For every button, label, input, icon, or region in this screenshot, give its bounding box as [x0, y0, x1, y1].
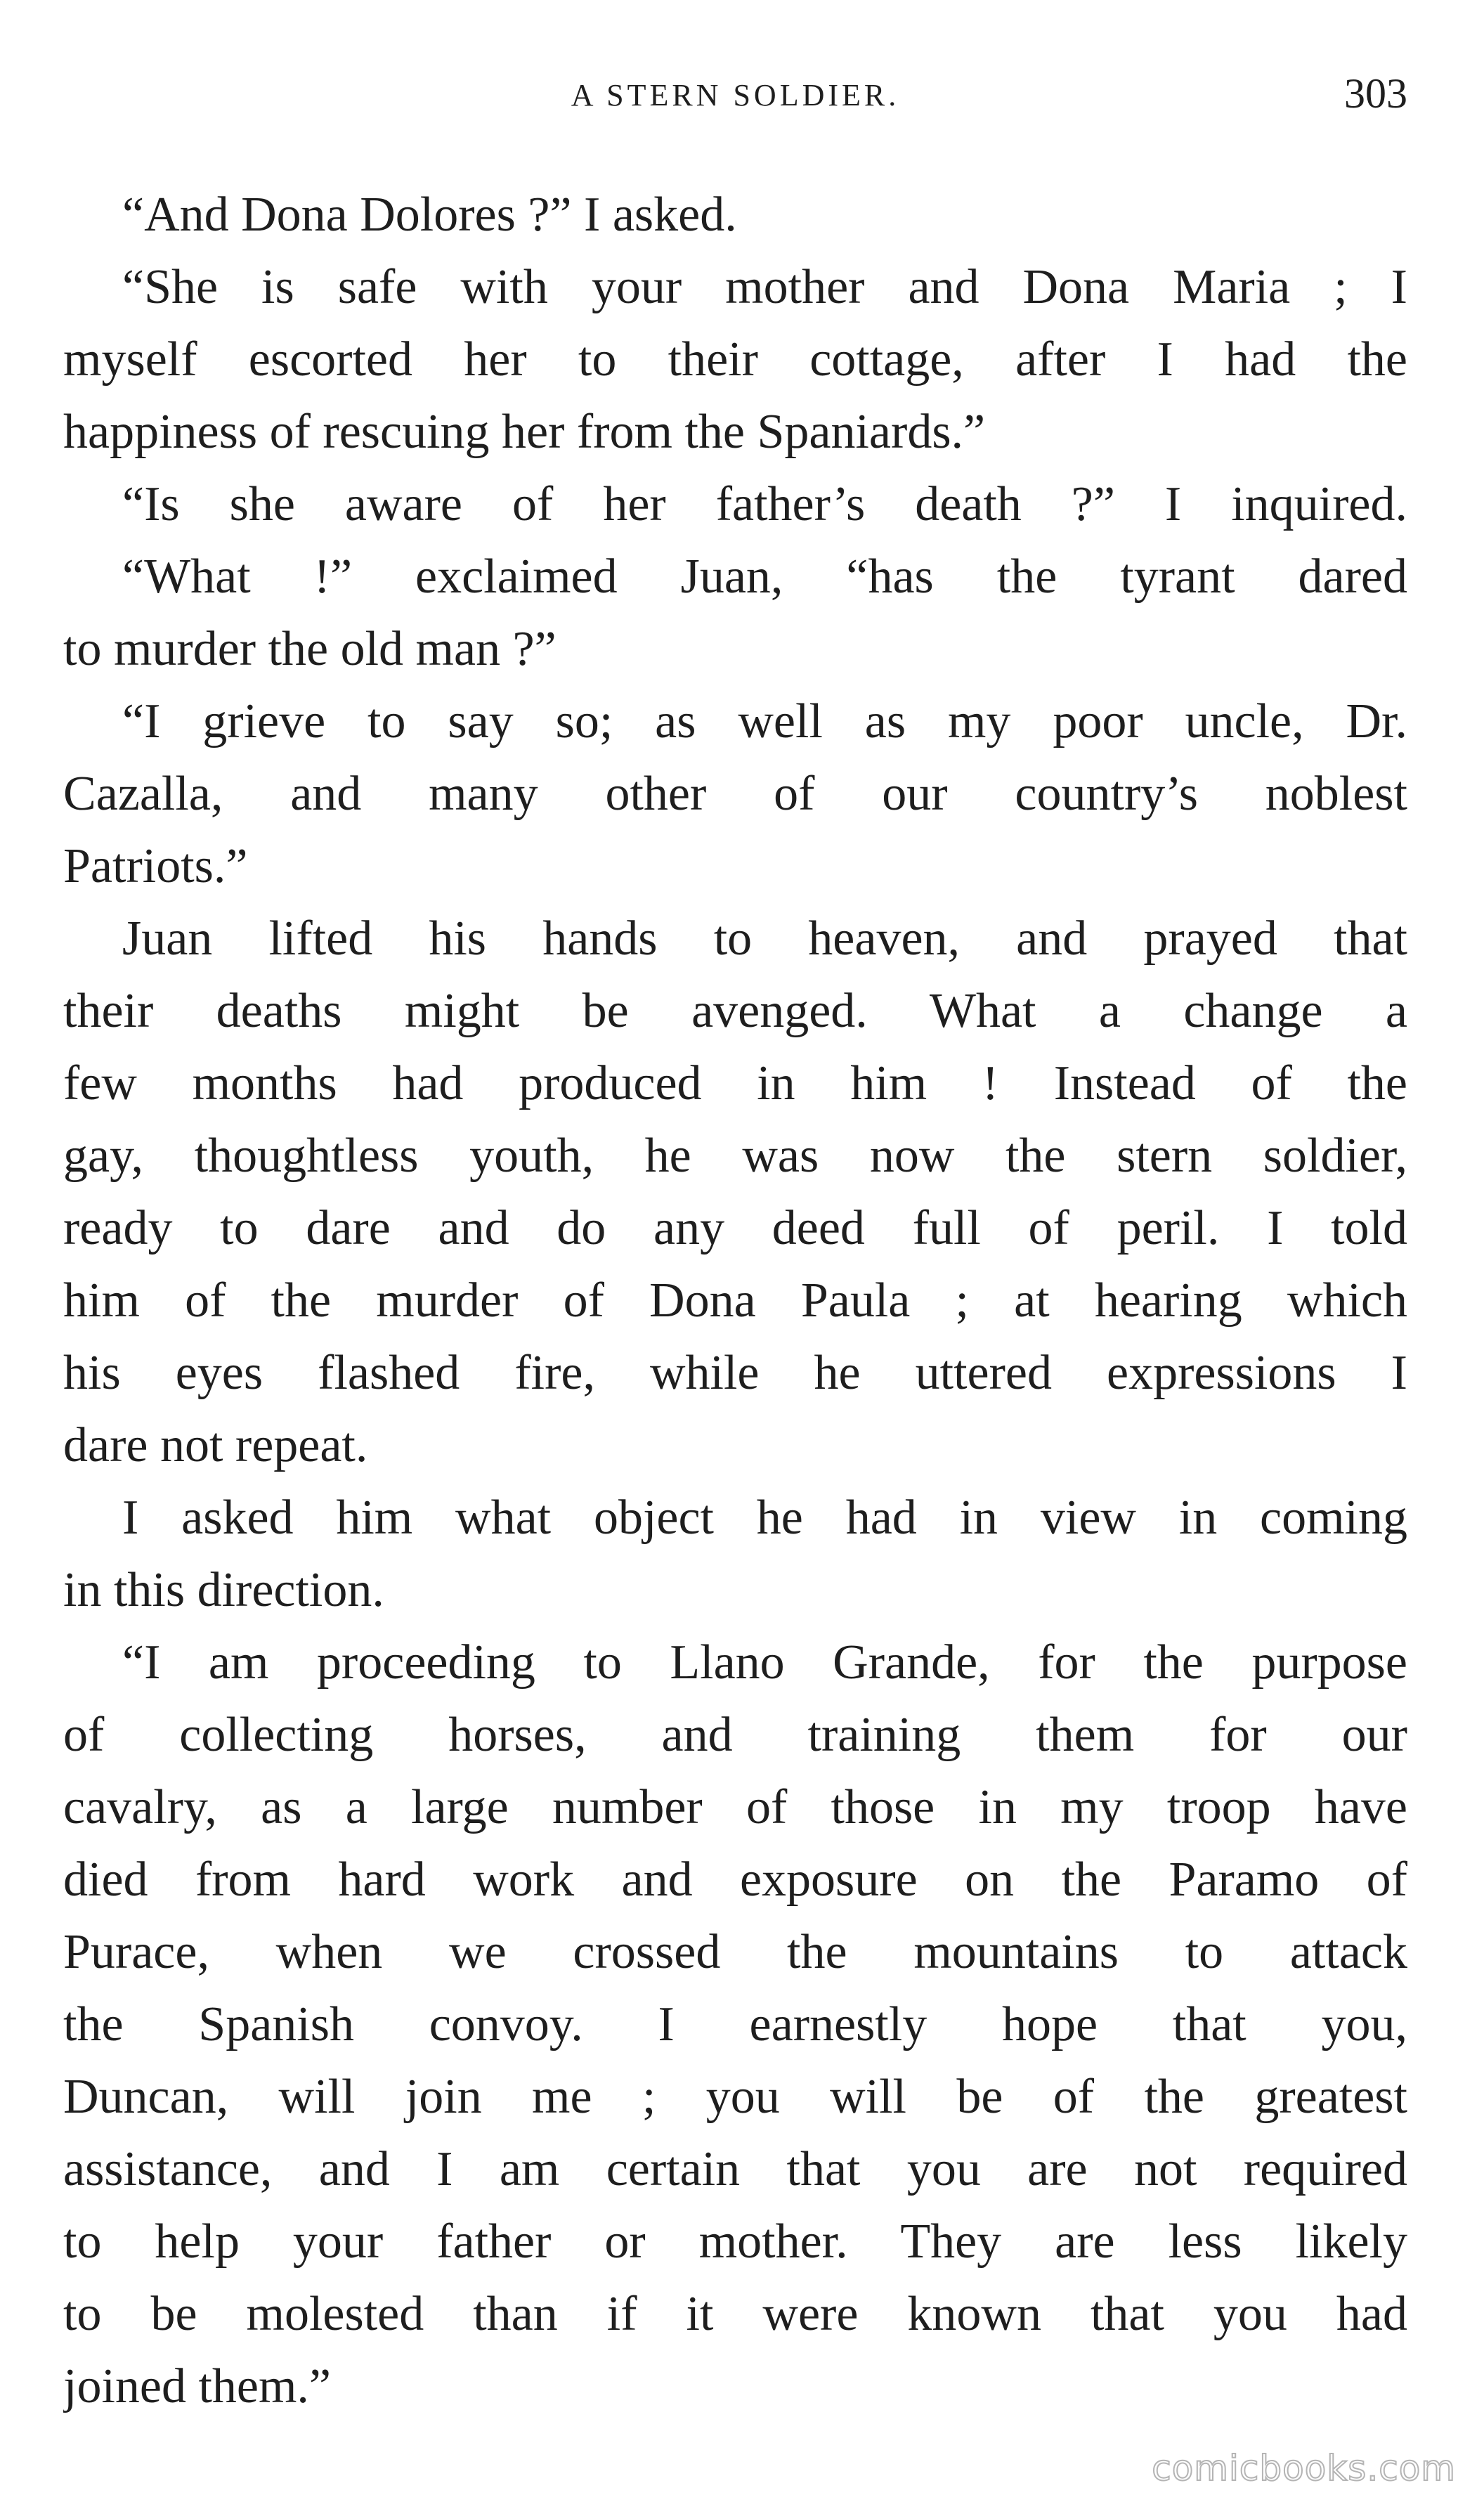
body-text	[63, 179, 1407, 2423]
text-line: to help your father or mother. They are less likely	[63, 2215, 1407, 2269]
page-number: 303	[1344, 70, 1407, 117]
text-line: I asked him what object he had in view in coming	[122, 1491, 1407, 1545]
text-line: to murder the old man ?”	[63, 622, 556, 676]
text-line: Juan lifted his hands to heaven, and prayed that	[122, 912, 1407, 966]
text-line: cavalry, as a large number of those in my troop have	[63, 1780, 1407, 1834]
watermark: comicbooks.com	[1152, 2448, 1456, 2489]
text-line: Cazalla, and many other of our country’s noblest	[63, 767, 1407, 821]
text-line: happiness of rescuing her from the Spaniards.”	[63, 405, 986, 459]
text-line: in this direction.	[63, 1563, 384, 1617]
text-line: joined them.”	[63, 2359, 332, 2413]
text-line: assistance, and I am certain that you are not required	[63, 2142, 1407, 2196]
running-title: A STERN SOLDIER.	[571, 78, 900, 112]
text-line: of collecting horses, and training them for our	[63, 1708, 1407, 1762]
text-line: myself escorted her to their cottage, after I had the	[63, 332, 1407, 387]
text-line: “Is she aware of her father’s death ?” I inquired.	[122, 477, 1407, 531]
text-line: gay, thoughtless youth, he was now the stern soldier,	[63, 1129, 1407, 1183]
text-line: “And Dona Dolores ?” I asked.	[122, 188, 737, 242]
text-line: “She is safe with your mother and Dona Maria ; I	[122, 260, 1407, 314]
text-line: Patriots.”	[63, 839, 248, 893]
text-line: their deaths might be avenged. What a change a	[63, 984, 1407, 1038]
text-line: Duncan, will join me ; you will be of the greatest	[63, 2070, 1407, 2124]
text-line: few months had produced in him ! Instead of the	[63, 1056, 1407, 1110]
running-head	[63, 69, 1407, 125]
text-line: Purace, when we crossed the mountains to attack	[63, 1925, 1407, 1979]
text-line: died from hard work and exposure on the Paramo of	[63, 1853, 1407, 1907]
text-line: “I am proceeding to Llano Grande, for the purpose	[122, 1635, 1407, 1690]
text-line: to be molested than if it were known that you had	[63, 2287, 1407, 2341]
text-line: ready to dare and do any deed full of peril. I told	[63, 1201, 1407, 1255]
text-line: “I grieve to say so; as well as my poor uncle, Dr.	[122, 694, 1407, 748]
text-line: him of the murder of Dona Paula ; at hearing which	[63, 1273, 1407, 1328]
text-line: his eyes flashed fire, while he uttered expressions I	[63, 1346, 1407, 1400]
text-line: dare not repeat.	[63, 1418, 368, 1472]
text-line: “What !” exclaimed Juan, “has the tyrant dared	[122, 550, 1407, 604]
text-line: the Spanish convoy. I earnestly hope that you,	[63, 1997, 1407, 2051]
